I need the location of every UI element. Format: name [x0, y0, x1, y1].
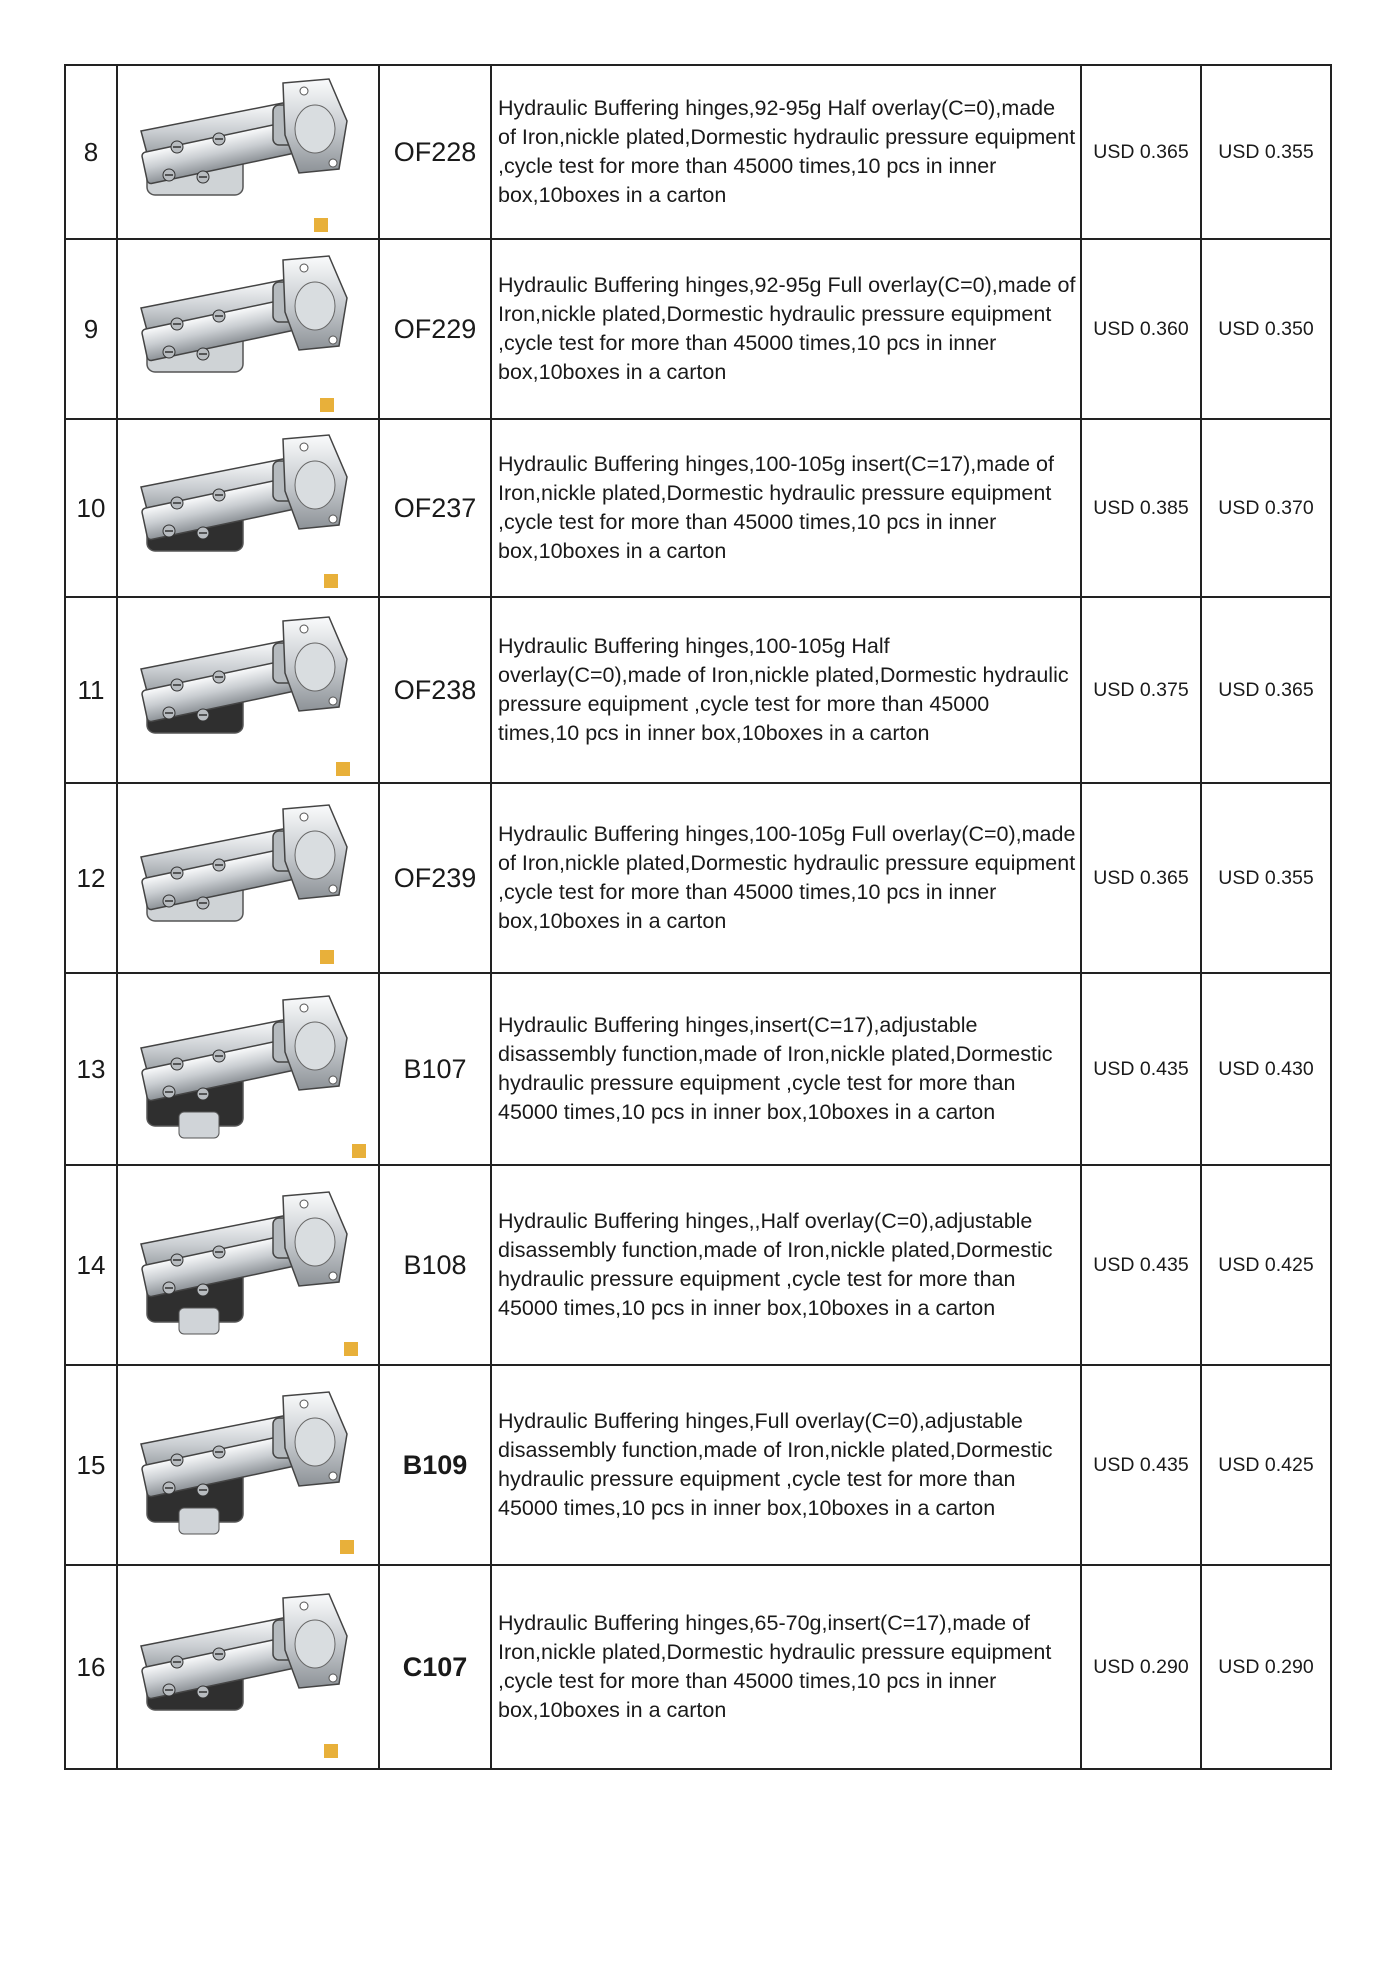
- table-row: [65, 1365, 1331, 1565]
- product-code: OF239: [379, 783, 491, 973]
- product-code: OF237: [379, 419, 491, 597]
- price-a: USD 0.435: [1081, 1165, 1201, 1365]
- product-photo: [117, 65, 379, 239]
- table-row: [65, 419, 1331, 597]
- product-code: B109: [379, 1365, 491, 1565]
- marker-square: [320, 950, 334, 964]
- price-a: USD 0.365: [1081, 783, 1201, 973]
- product-code: B107: [379, 973, 491, 1165]
- item-number: 11: [65, 597, 117, 783]
- hinge-image: [133, 254, 363, 404]
- product-photo: [117, 973, 379, 1165]
- marker-square: [314, 218, 328, 232]
- product-description: Hydraulic Buffering hinges,92-95g Full overlay(C=0),made of Iron,nickle plated,Dormestic hydraulic pressure equipment ,cycle test for more than 45000 times,10 pcs in inner box,10boxes in a carton: [491, 239, 1081, 419]
- price-b: USD 0.355: [1201, 783, 1331, 973]
- item-number: 9: [65, 239, 117, 419]
- hinge-image: [133, 994, 363, 1144]
- marker-square: [324, 574, 338, 588]
- price-a: USD 0.360: [1081, 239, 1201, 419]
- price-b: USD 0.290: [1201, 1565, 1331, 1769]
- product-code: C107: [379, 1565, 491, 1769]
- table-row: [65, 973, 1331, 1165]
- product-description: Hydraulic Buffering hinges,,Half overlay(C=0),adjustable disassembly function,made of Iron,nickle plated,Dormestic hydraulic pressure equipment ,cycle test for more than 45000 times,10 pcs in inner box,10boxes in a carton: [491, 1165, 1081, 1365]
- product-code: OF228: [379, 65, 491, 239]
- item-number: 8: [65, 65, 117, 239]
- product-code: OF238: [379, 597, 491, 783]
- price-a: USD 0.435: [1081, 1365, 1201, 1565]
- marker-square: [340, 1540, 354, 1554]
- product-description: Hydraulic Buffering hinges,92-95g Half overlay(C=0),made of Iron,nickle plated,Dormestic hydraulic pressure equipment ,cycle test for more than 45000 times,10 pcs in inner box,10boxes in a carton: [491, 65, 1081, 239]
- price-b: USD 0.350: [1201, 239, 1331, 419]
- marker-square: [324, 1744, 338, 1758]
- price-a: USD 0.435: [1081, 973, 1201, 1165]
- price-a: USD 0.375: [1081, 597, 1201, 783]
- hinge-image: [133, 615, 363, 765]
- table-row: [65, 783, 1331, 973]
- marker-square: [336, 762, 350, 776]
- product-description: Hydraulic Buffering hinges,insert(C=17),adjustable disassembly function,made of Iron,nickle plated,Dormestic hydraulic pressure equipment ,cycle test for more than 45000 times,10 pcs in inner box,10boxes in a carton: [491, 973, 1081, 1165]
- product-photo: [117, 1165, 379, 1365]
- price-a: USD 0.385: [1081, 419, 1201, 597]
- marker-square: [320, 398, 334, 412]
- price-a: USD 0.365: [1081, 65, 1201, 239]
- product-description: Hydraulic Buffering hinges,100-105g Half overlay(C=0),made of Iron,nickle plated,Dormestic hydraulic pressure equipment ,cycle test for more than 45000 times,10 pcs in inner box,10boxes in a carton: [491, 597, 1081, 783]
- product-photo: [117, 1365, 379, 1565]
- price-b: USD 0.355: [1201, 65, 1331, 239]
- price-b: USD 0.425: [1201, 1165, 1331, 1365]
- product-photo: [117, 419, 379, 597]
- product-photo: [117, 239, 379, 419]
- table-row: [65, 239, 1331, 419]
- product-photo: [117, 1565, 379, 1769]
- item-number: 13: [65, 973, 117, 1165]
- price-b: USD 0.365: [1201, 597, 1331, 783]
- hinge-image: [133, 77, 363, 227]
- item-number: 15: [65, 1365, 117, 1565]
- table-row: [65, 1165, 1331, 1365]
- hinge-image: [133, 1390, 363, 1540]
- marker-square: [352, 1144, 366, 1158]
- product-code: OF229: [379, 239, 491, 419]
- product-description: Hydraulic Buffering hinges,65-70g,insert(C=17),made of Iron,nickle plated,Dormestic hydraulic pressure equipment ,cycle test for more than 45000 times,10 pcs in inner box,10boxes in a carton: [491, 1565, 1081, 1769]
- item-number: 10: [65, 419, 117, 597]
- product-code: B108: [379, 1165, 491, 1365]
- price-b: USD 0.430: [1201, 973, 1331, 1165]
- hinge-image: [133, 433, 363, 583]
- table-row: [65, 65, 1331, 239]
- table-row: [65, 1565, 1331, 1769]
- hinge-image: [133, 803, 363, 953]
- hinge-image: [133, 1592, 363, 1742]
- price-b: USD 0.425: [1201, 1365, 1331, 1565]
- product-photo: [117, 597, 379, 783]
- table-row: [65, 597, 1331, 783]
- product-photo: [117, 783, 379, 973]
- item-number: 12: [65, 783, 117, 973]
- product-description: Hydraulic Buffering hinges,Full overlay(C=0),adjustable disassembly function,made of Iron,nickle plated,Dormestic hydraulic pressure equipment ,cycle test for more than 45000 times,10 pcs in inner box,10boxes in a carton: [491, 1365, 1081, 1565]
- product-description: Hydraulic Buffering hinges,100-105g Full overlay(C=0),made of Iron,nickle plated,Dormestic hydraulic pressure equipment ,cycle test for more than 45000 times,10 pcs in inner box,10boxes in a carton: [491, 783, 1081, 973]
- item-number: 16: [65, 1565, 117, 1769]
- hinge-image: [133, 1190, 363, 1340]
- product-description: Hydraulic Buffering hinges,100-105g insert(C=17),made of Iron,nickle plated,Dormestic hydraulic pressure equipment ,cycle test for more than 45000 times,10 pcs in inner box,10boxes in a carton: [491, 419, 1081, 597]
- price-a: USD 0.290: [1081, 1565, 1201, 1769]
- marker-square: [344, 1342, 358, 1356]
- item-number: 14: [65, 1165, 117, 1365]
- product-table: [64, 64, 1332, 1770]
- price-b: USD 0.370: [1201, 419, 1331, 597]
